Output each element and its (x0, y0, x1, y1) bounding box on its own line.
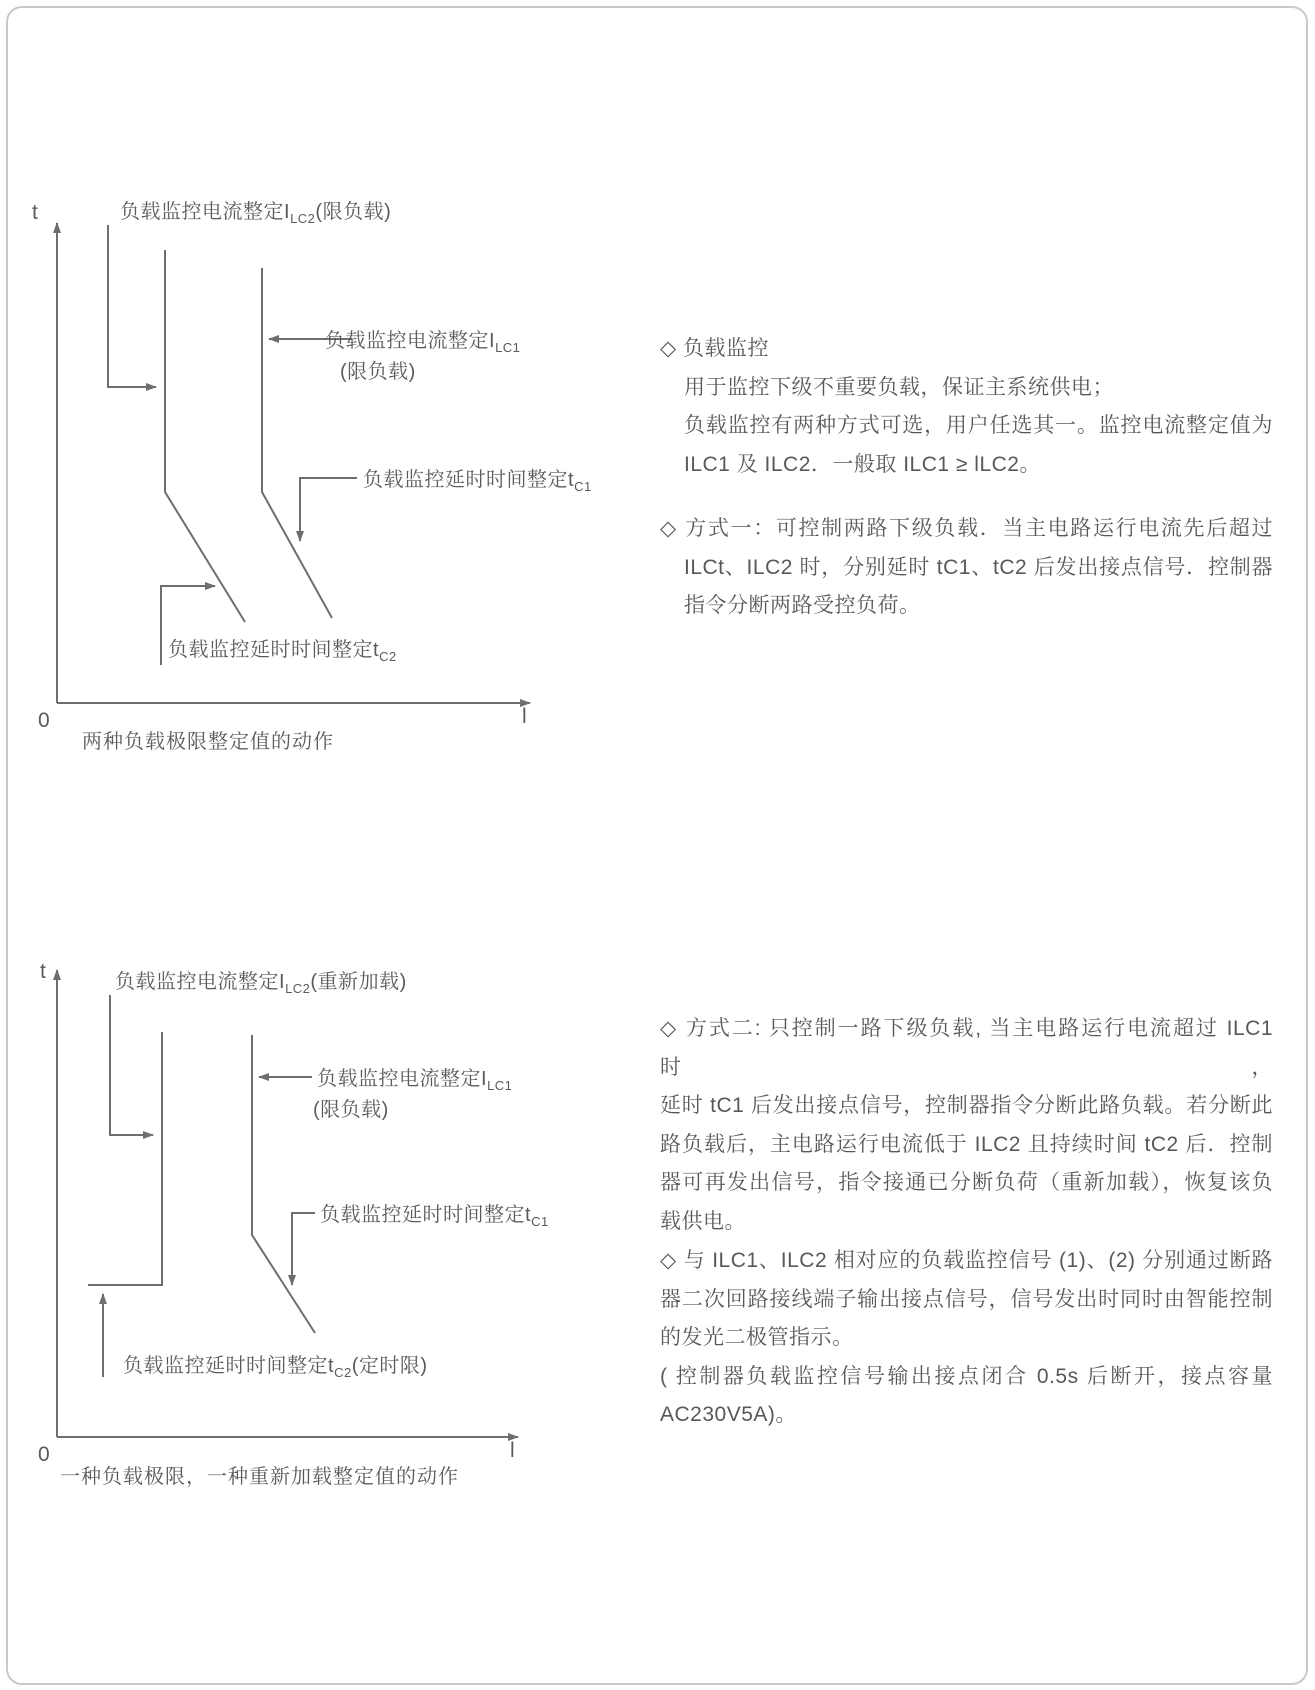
label-ilc1: 负载监控电流整定$I_{LC1}$ (317, 1068, 513, 1093)
axes (57, 223, 530, 703)
leader-tc1 (300, 478, 357, 541)
text-line: 载供电。 (660, 1209, 746, 1233)
x-axis-label: l (510, 1439, 515, 1462)
leader-ilc2 (108, 225, 156, 387)
curve-ilc2-limit (165, 250, 245, 622)
text-line: ◇ 与 ILC1、ILC2 相对应的负载监控信号 (1)、(2) 分别通过断路 (660, 1249, 1273, 1272)
text-line: ILCt、ILC2 时，分别延时 tC1、tC2 后发出接点信号．控制器 (684, 555, 1273, 579)
label-tc2: 负载监控延时时间整定$t_{C2}$(定时限) (123, 1355, 428, 1380)
text-line: ILC1 及 ILC2．一般取 ILC1 ≥ lLC2。 (684, 452, 1041, 476)
text-line: 的发光二极管指示。 (660, 1326, 854, 1349)
paragraph-signal-output (660, 1242, 1273, 1435)
label-ilc2: 负载监控电流整定$I_{LC2}$(重新加载) (115, 971, 407, 996)
x-axis-label: l (522, 705, 527, 728)
y-axis-label: t (40, 960, 46, 983)
label-ilc2: 负载监控电流整定$I_{LC2}$(限负载) (120, 201, 392, 226)
paragraph-mode-two (660, 1010, 1273, 1241)
origin-label: 0 (38, 1443, 50, 1466)
leader-ilc2 (110, 995, 153, 1135)
diagram-2-caption: 一种负载极限，一种重新加载整定值的动作 (60, 1466, 459, 1488)
label-tc1: 负载监控延时时间整定$t_{C1}$ (320, 1204, 549, 1229)
curve-ilc2-reload (88, 1032, 162, 1285)
text-line: 器二次回路接线端子输出接点信号，信号发出时同时由智能控制 (660, 1287, 1273, 1311)
label-tc2: 负载监控延时时间整定$t_{C2}$ (168, 639, 397, 664)
text-line: ◇ 负载监控 (660, 337, 769, 360)
text-line: ◇ 方式二: 只控制一路下级负载, 当主电路运行电流超过 ILC1 时， (660, 1017, 1273, 1079)
diagram-1-caption: 两种负载极限整定值的动作 (82, 731, 334, 753)
text-line: 延时 tC1 后发出接点信号，控制器指令分断此路负载。若分断此 (660, 1094, 1273, 1117)
leader-tc1 (292, 1213, 315, 1285)
text-line: AC230V5A)。 (660, 1403, 797, 1426)
text-line: ◇ 方式一：可控制两路下级负载．当主电路运行电流先后超过 (660, 517, 1273, 540)
load-monitoring-diagram-two-limits (20, 175, 592, 760)
text-line: 器可再发出信号，指令接通已分断负荷（重新加载），恢复该负 (660, 1171, 1273, 1194)
origin-label: 0 (38, 709, 50, 732)
label-ilc1-line2: (限负载) (313, 1099, 389, 1121)
curve-ilc1-limit (262, 268, 332, 618)
y-axis-label: t (32, 201, 38, 224)
text-line: ( 控制器负载监控信号输出接点闭合 0.5s 后断开，接点容量 (660, 1364, 1273, 1388)
label-ilc1-line2: (限负载) (340, 361, 416, 383)
label-tc1: 负载监控延时时间整定$t_{C1}$ (363, 469, 592, 494)
text-line: 路负载后，主电路运行电流低于 ILC2 且持续时间 tC2 后．控制 (660, 1132, 1273, 1156)
paragraph-mode-one (660, 510, 1273, 626)
curve-ilc1-limit (252, 1035, 315, 1333)
text-line: 负载监控有两种方式可选，用户任选其一。监控电流整定值为 (684, 414, 1273, 437)
load-monitoring-diagram-reload (20, 940, 565, 1495)
text-line: 指令分断两路受控负荷。 (684, 594, 921, 617)
text-line: 用于监控下级不重要负载，保证主系统供电； (684, 375, 1114, 399)
paragraph-load-monitoring (660, 330, 1273, 484)
label-ilc1: 负载监控电流整定$I_{LC1}$ (325, 330, 521, 355)
